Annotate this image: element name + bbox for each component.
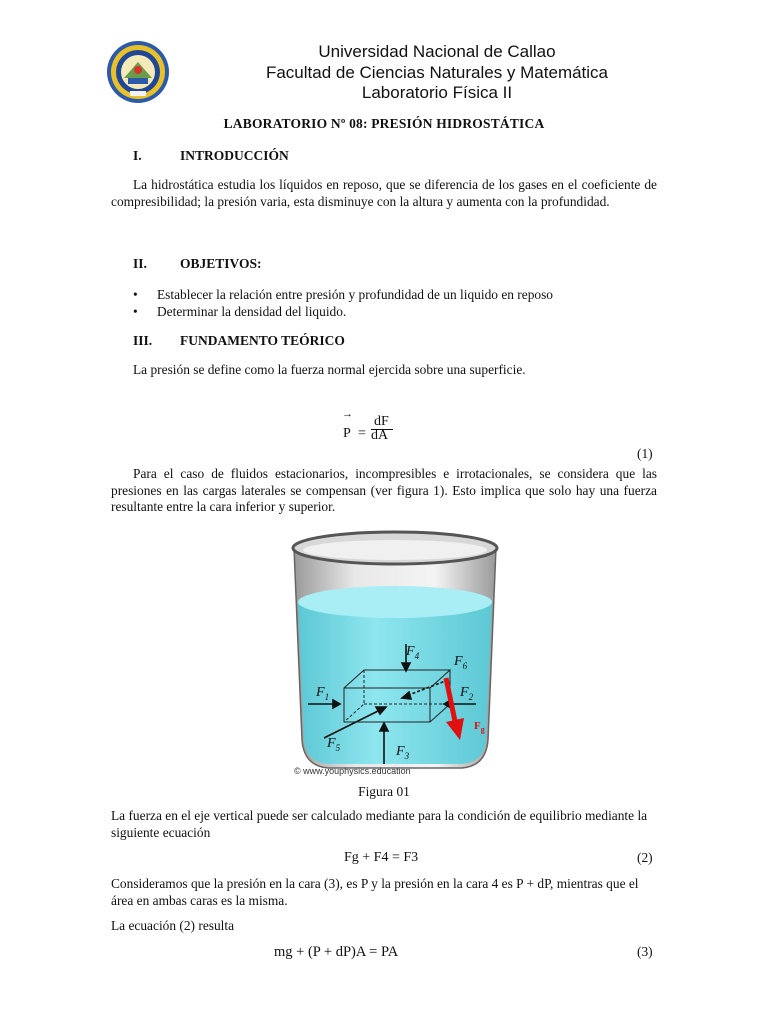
equation-2: Fg + F4 = F3 — [344, 850, 419, 865]
vector-arrow-icon: → — [342, 408, 353, 420]
pressure-faces-paragraph: Consideramos que la presión en la cara (3), es P y la presión en la cara 4 es P + dP, mientras que el área en ambas caras es la misma. — [111, 876, 639, 908]
eq1-lhs: P — [343, 426, 351, 441]
section-objectives-heading — [133, 256, 433, 274]
objectives-list — [133, 286, 673, 320]
section-title: FUNDAMENTO TEÓRICO — [180, 333, 345, 348]
vertical-axis-paragraph: La fuerza en el eje vertical puede ser calculado mediante para la condición de equilibrio mediante la siguiente ecuación — [111, 808, 648, 840]
section-number: I. — [133, 148, 142, 163]
eq2-number: (2) — [637, 850, 653, 865]
force-label-f3: $F_3$ — [396, 744, 410, 761]
faculty-name: Facultad de Ciencias Naturales y Matemática — [265, 63, 609, 82]
force-label-f2: $F_2$ — [460, 685, 474, 702]
force-label-f4: $F_4$ — [406, 644, 420, 661]
force-label-f6: $F_6$ — [454, 654, 468, 671]
eq1-denominator: dA — [371, 428, 389, 443]
list-item: • Determinar la densidad del liquido. — [133, 303, 673, 320]
section-title: OBJETIVOS: — [180, 256, 262, 271]
document-title: LABORATORIO Nº 08: PRESIÓN HIDROSTÁTICA — [223, 116, 545, 131]
figure-caption: Figura 01 — [358, 784, 410, 799]
eq1-number: (1) — [637, 446, 653, 461]
eq3-number: (3) — [637, 944, 653, 959]
force-label-f5: $F_5$ — [327, 736, 341, 753]
intro-paragraph: La hidrostática estudia los líquidos en reposo, que se diferencia de los gases en el coeficiente de compresibilidad; la presión varia, esta disminuye con la altura y aumenta con la profundidad. — [111, 177, 657, 209]
theory-paragraph: La presión se define como la fuerza normal ejercida sobre una superficie. — [133, 362, 526, 377]
beaker-forces-figure — [288, 530, 502, 780]
section-theory-heading — [133, 333, 433, 351]
force-label-fg: $F_g$ — [474, 720, 485, 735]
figure-credit: © www.youphysics.education — [294, 766, 411, 776]
force-label-f1: $F_1$ — [316, 685, 330, 702]
section-number: II. — [133, 256, 147, 271]
equation-result-text: La ecuación (2) resulta — [111, 918, 235, 933]
list-item: • Establecer la relación entre presión y profundidad de un liquido en reposo — [133, 286, 673, 303]
section-intro-heading — [133, 148, 433, 166]
eq1-equals: = — [358, 426, 366, 441]
university-name: Universidad Nacional de Callao — [318, 42, 556, 61]
lab-name: Laboratorio Física II — [361, 83, 513, 102]
equation-1 — [340, 408, 420, 446]
university-seal-logo — [106, 40, 170, 104]
equation-3: mg + (P + dP)A = PA — [274, 944, 399, 960]
section-title: INTRODUCCIÓN — [180, 148, 289, 163]
section-number: III. — [133, 333, 153, 348]
fluids-paragraph: Para el caso de fluidos estacionarios, incompresibles e irrotacionales, se considera que las presiones en las cargas laterales se compensan (ver figura 1). Esto implica que solo hay una fuerza resultante entre la cara inferior y superior. — [111, 466, 657, 515]
eq1-numerator: dF — [374, 414, 389, 429]
